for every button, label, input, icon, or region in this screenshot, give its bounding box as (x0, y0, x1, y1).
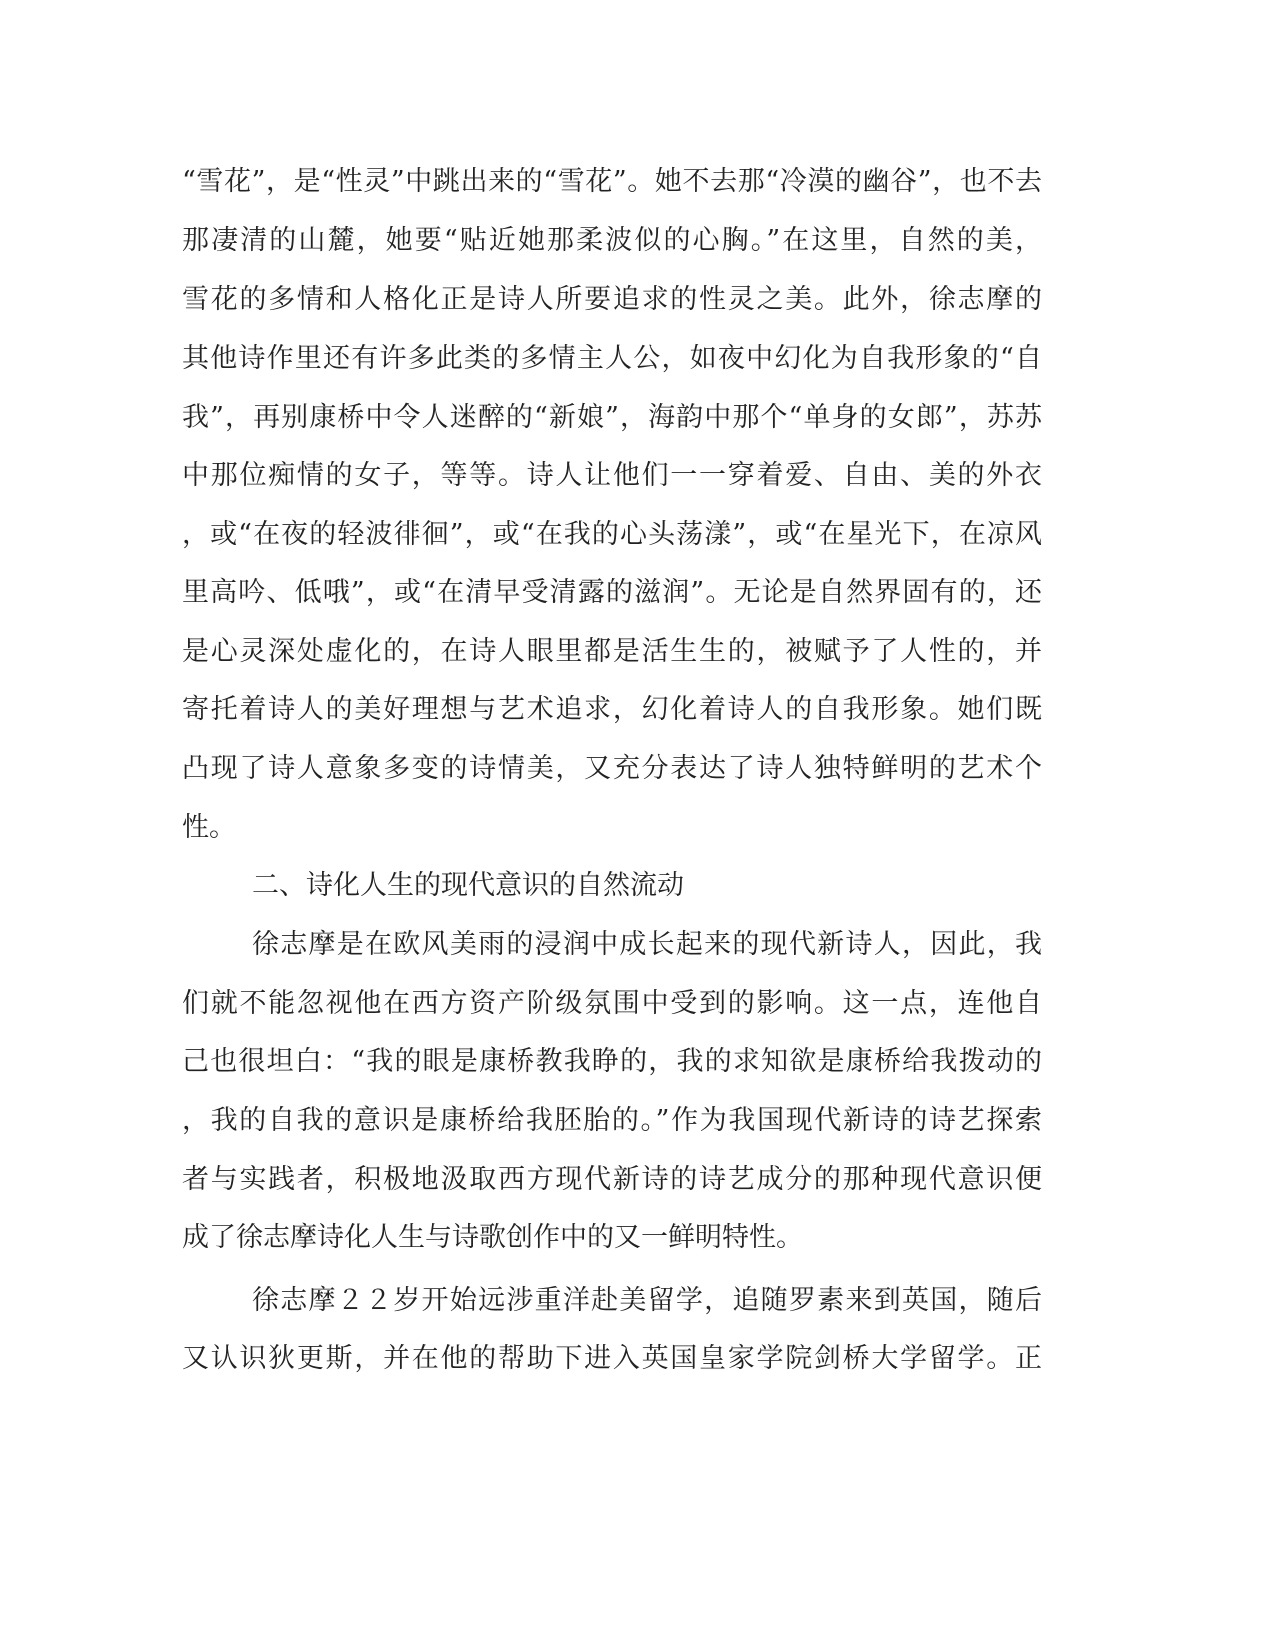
text-line: ，或“在夜的轻波徘徊”，或“在我的心头荡漾”，或“在星光下，在凉风 (182, 519, 1042, 550)
paragraph-first-line: 徐志摩２２岁开始远涉重洋赴美留学，追随罗素来到英国，随后 (252, 1285, 1042, 1316)
text-line: 性。 (182, 812, 236, 843)
text-line: “雪花”，是“性灵”中跳出来的“雪花”。她不去那“冷漠的幽谷”，也不去 (182, 166, 1042, 197)
text-line: ，我的自我的意识是康桥给我胚胎的。”作为我国现代新诗的诗艺探索 (182, 1105, 1042, 1136)
text-line: 中那位痴情的女子，等等。诗人让他们一一穿着爱、自由、美的外衣 (182, 460, 1042, 491)
text-line: 寄托着诗人的美好理想与艺术追求，幻化着诗人的自我形象。她们既 (182, 694, 1042, 725)
text-line: 我”，再别康桥中令人迷醉的“新娘”，海韵中那个“单身的女郎”，苏苏 (182, 402, 1042, 433)
text-line: 其他诗作里还有许多此类的多情主人公，如夜中幻化为自我形象的“自 (182, 343, 1042, 374)
text-line: 是心灵深处虚化的，在诗人眼里都是活生生的，被赋予了人性的，并 (182, 636, 1042, 667)
text-line: 者与实践者，积极地汲取西方现代新诗的诗艺成分的那种现代意识便 (182, 1164, 1042, 1195)
text-line: 那凄清的山麓，她要“贴近她那柔波似的心胸。”在这里，自然的美， (182, 225, 1042, 256)
text-line: 凸现了诗人意象多变的诗情美，又充分表达了诗人独特鲜明的艺术个 (182, 753, 1042, 784)
text-line: 又认识狄更斯，并在他的帮助下进入英国皇家学院剑桥大学留学。正 (182, 1343, 1042, 1374)
text-line: 们就不能忽视他在西方资产阶级氛围中受到的影响。这一点，连他自 (182, 988, 1042, 1019)
text-line: 己也很坦白：“我的眼是康桥教我睁的，我的求知欲是康桥给我拨动的 (182, 1046, 1042, 1077)
text-line: 里高吟、低哦”，或“在清早受清露的滋润”。无论是自然界固有的，还 (182, 577, 1042, 608)
paragraph-first-line: 徐志摩是在欧风美雨的浸润中成长起来的现代新诗人，因此，我 (252, 929, 1042, 960)
text-line: 成了徐志摩诗化人生与诗歌创作中的又一鲜明特性。 (182, 1222, 803, 1253)
section-heading: 二、诗化人生的现代意识的自然流动 (252, 870, 684, 901)
text-line: 雪花的多情和人格化正是诗人所要追求的性灵之美。此外，徐志摩的 (182, 284, 1042, 315)
